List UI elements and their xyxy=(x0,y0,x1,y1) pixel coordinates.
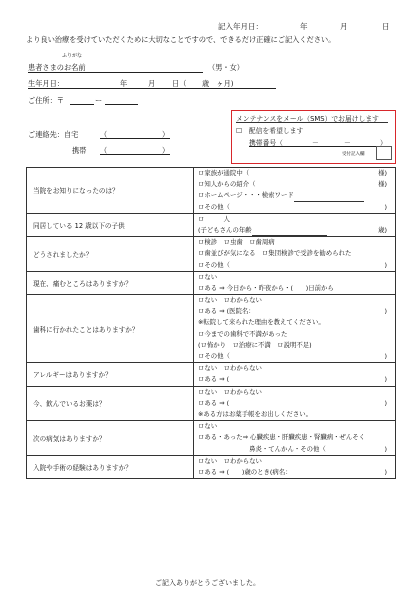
answer-option[interactable]: ロ 人 xyxy=(198,214,230,223)
sms-mobile-close: ） xyxy=(380,139,387,147)
address-label: ご住所：〒 xyxy=(28,96,64,105)
birth-underline xyxy=(28,88,276,89)
answer-option[interactable]: ロない xyxy=(198,272,218,281)
answer-cell xyxy=(194,455,396,478)
question-cell: 同居している 12 歳以下の子供 xyxy=(27,213,194,236)
question-cell: どうされましたか？ xyxy=(27,237,194,272)
table-row xyxy=(27,213,396,236)
mobile-phone-field[interactable] xyxy=(100,154,170,155)
name-field[interactable] xyxy=(28,72,203,73)
date-label: 記入年月日： xyxy=(218,22,263,31)
gender-options[interactable]: （男・女） xyxy=(208,63,244,72)
question-cell: 今、飲んでいるお薬は？ xyxy=(27,386,194,421)
name-label: 患者さまのお名前 xyxy=(28,63,86,72)
question-cell: 当院をお知りになったのは？ xyxy=(27,168,194,214)
sms-mobile-label: 携帯番号（ xyxy=(249,139,283,147)
contact-home-label: ご連絡先：自宅 xyxy=(28,130,79,139)
answer-cell xyxy=(194,237,396,272)
home-phone-field[interactable] xyxy=(100,138,170,139)
answer-cell xyxy=(194,271,396,294)
question-cell: アレルギーはありますか？ xyxy=(27,363,194,386)
table-row xyxy=(27,363,396,386)
sms-mobile-dash-1: － xyxy=(312,139,319,147)
date-month[interactable]: 月 xyxy=(340,22,348,31)
answer-option[interactable]: ロその他（ ) xyxy=(198,260,387,269)
contact-mobile-label: 携帯 xyxy=(72,146,87,155)
date-day[interactable]: 日 xyxy=(382,22,390,31)
question-cell: 次の病気はありますか？ xyxy=(27,421,194,456)
uketsuke-label: 受付記入欄 xyxy=(342,152,365,157)
table-row xyxy=(27,455,396,478)
question-cell: 歯科に行かれたことはありますか？ xyxy=(27,295,194,363)
answer-option[interactable]: ロある ⇒ ( ) xyxy=(198,398,387,407)
postal-code-1[interactable] xyxy=(70,104,94,105)
answer-option[interactable]: ロある ⇒ 今日から・昨夜から・( )日前から xyxy=(198,283,334,292)
answer-option[interactable]: ロある ⇒ ( )歳のとき(病名： ) xyxy=(198,467,387,476)
sms-opt-in-checkbox[interactable]: ☐ 配信を希望します xyxy=(236,127,304,135)
uketsuke-box[interactable] xyxy=(376,146,392,160)
answer-option: ※ある方はお薬手帳をお出しください。 xyxy=(198,409,312,418)
table-row xyxy=(27,168,396,214)
answer-option[interactable]: ロ知人からの紹介（ 様) xyxy=(198,180,387,189)
answer-cell xyxy=(194,421,396,456)
answer-option[interactable]: ロない xyxy=(198,422,218,431)
answer-option[interactable]: (ロ怖かり ロ治療に不満 ロ説明不足) xyxy=(198,340,312,349)
postal-code-2[interactable] xyxy=(105,104,138,105)
answer-option[interactable]: ロある・あった⇒ 心臓疾患・肝臓疾患・腎臓病・ぜんそく xyxy=(198,433,366,442)
thank-you-footer: ご記入ありがとうございました。 xyxy=(155,579,260,587)
table-row xyxy=(27,386,396,421)
answer-option[interactable]: ロ検診 ロ虫歯 ロ歯周病 xyxy=(198,238,275,247)
sms-box-title: メンテナンスをメール（SMS）でお届けします xyxy=(236,115,379,123)
answer-option[interactable]: ロない ロわからない xyxy=(198,387,262,396)
answer-option[interactable]: ロその他（ ) xyxy=(198,202,387,211)
contact-home-paren-open: （ xyxy=(100,130,108,139)
answer-option[interactable]: ロない ロわからない xyxy=(198,456,262,465)
answer-option[interactable]: ロ今までの歯科で不満があった xyxy=(198,329,288,338)
date-year[interactable]: 年 xyxy=(300,22,308,31)
contact-mobile-paren-close: ） xyxy=(162,146,170,155)
sms-mobile-field[interactable] xyxy=(249,146,385,147)
birth-day[interactable]: 日（ xyxy=(172,79,187,88)
birth-month[interactable]: 月 xyxy=(148,79,156,88)
answer-option[interactable]: ロ歯並びが気になる ロ集団検診で受診を勧められた xyxy=(198,249,352,258)
answer-cell xyxy=(194,386,396,421)
answer-option: ※転院して来られた理由を教えてください。 xyxy=(198,318,325,327)
answer-option[interactable]: ロある ⇒ ( ) xyxy=(198,375,387,384)
postal-dash: ー xyxy=(95,96,103,105)
birth-age[interactable]: 歳 ヶ月) xyxy=(202,79,234,88)
question-cell: 入院や手術の経験はありますか？ xyxy=(27,455,194,478)
answer-option[interactable]: ロ家族が通院中（ 様) xyxy=(198,169,387,177)
furigana-label: ふりがな xyxy=(62,53,83,59)
intro-text: より良い治療を受けていただくために大切なことですので、できるだけ正確にご記入ください。 xyxy=(26,35,336,44)
questionnaire-table xyxy=(26,167,396,479)
answer-option[interactable]: ロない ロわからない xyxy=(198,364,262,373)
answer-option[interactable]: ロその他（ ) xyxy=(198,352,387,360)
table-row xyxy=(27,237,396,272)
birth-label: 生年月日： xyxy=(28,79,64,88)
answer-option[interactable]: 鼻炎・てんかん・その他（ ) xyxy=(198,444,387,453)
answer-cell xyxy=(194,363,396,386)
answer-cell xyxy=(194,213,396,236)
contact-mobile-paren-open: （ xyxy=(100,146,108,155)
sms-mobile-dash-2: － xyxy=(344,139,351,147)
answer-cell xyxy=(194,295,396,363)
table-row xyxy=(27,421,396,456)
table-row xyxy=(27,271,396,294)
contact-home-paren-close: ） xyxy=(162,130,170,139)
answer-cell xyxy=(194,168,396,214)
answer-option[interactable]: (子どもさんの年齢 歳) xyxy=(198,225,395,236)
question-cell: 現在、痛むところはありますか？ xyxy=(27,271,194,294)
sms-title-underline xyxy=(236,122,388,123)
answer-option[interactable]: ロホームページ・・・検索ワード xyxy=(198,190,395,201)
answer-option[interactable]: ロない ロわからない xyxy=(198,296,262,305)
table-row xyxy=(27,295,396,363)
birth-year[interactable]: 年 xyxy=(120,79,128,88)
answer-option[interactable]: ロある ⇒ (医院名： ) xyxy=(198,307,387,316)
